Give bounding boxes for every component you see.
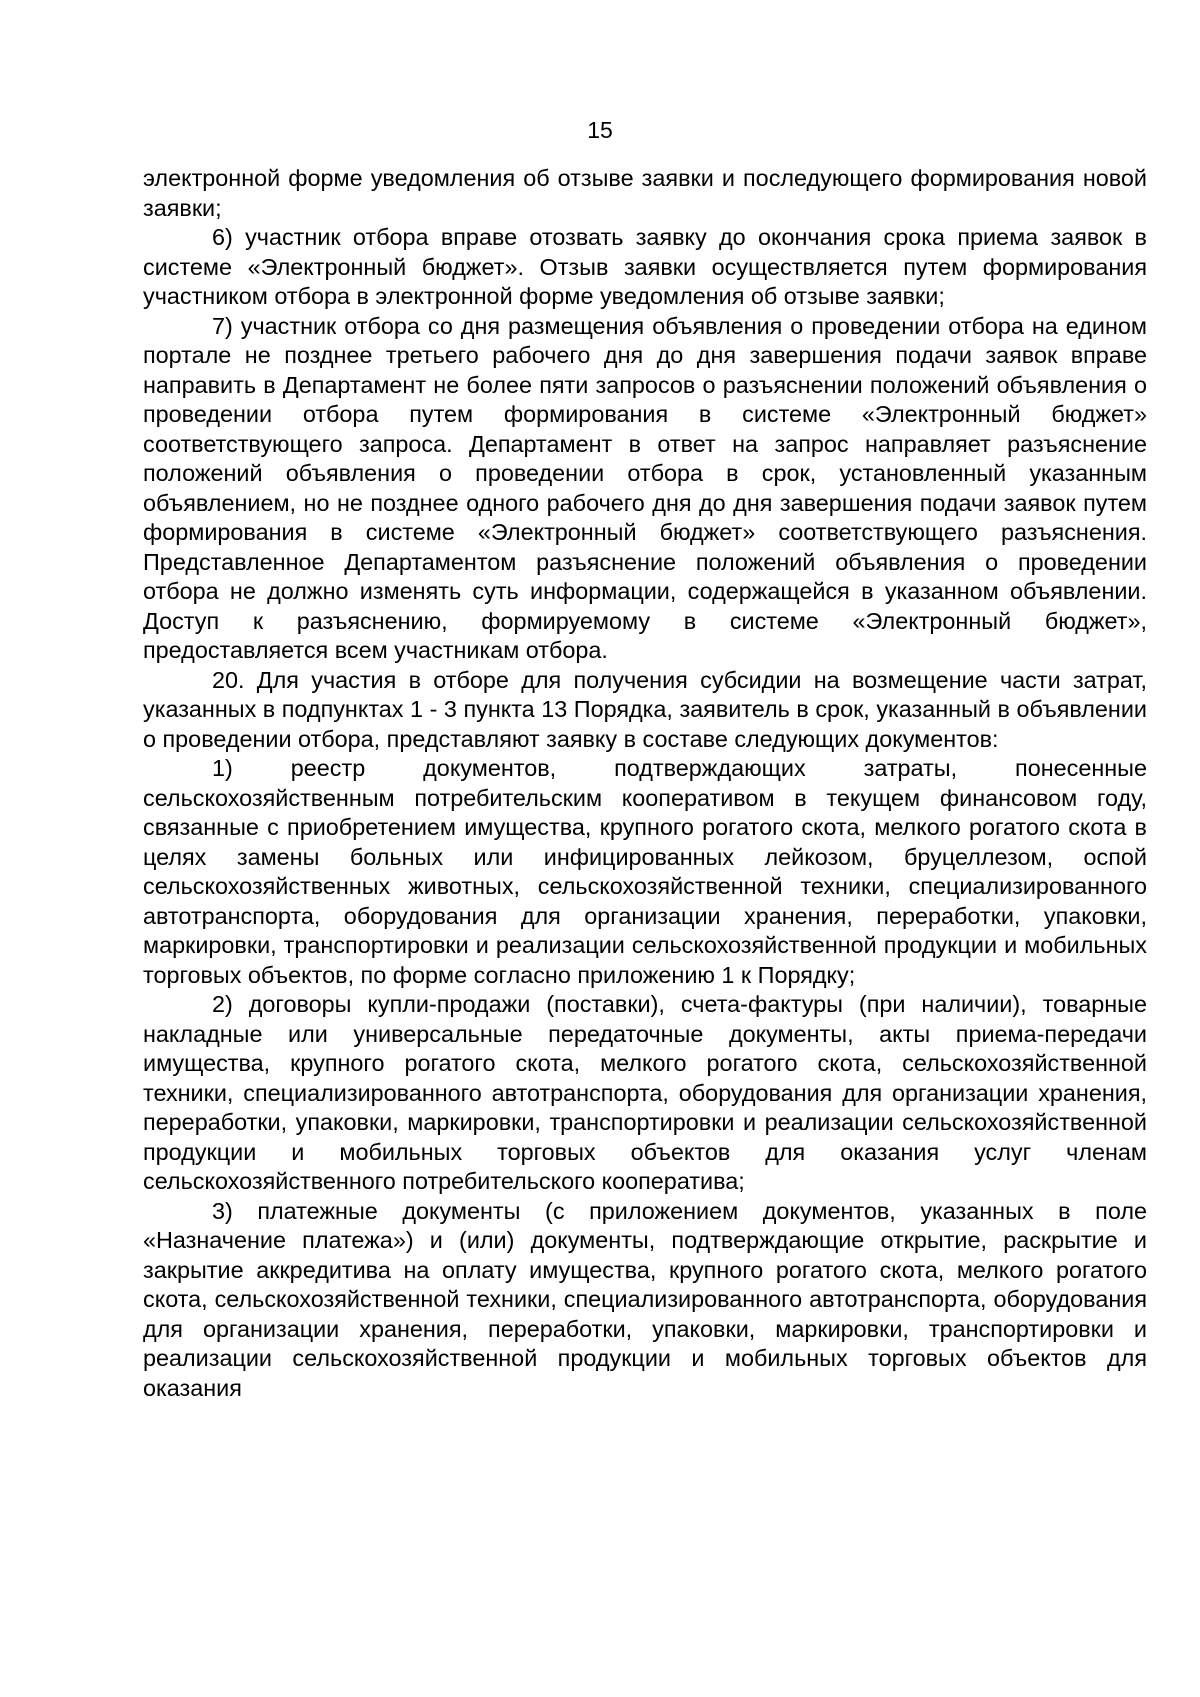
paragraph-item-6: 6) участник отбора вправе отозвать заявку до окончания срока приема заявок в системе «Электронный бюджет». Отзыв заявки осуществляется путем формирования участником отбора в электронной форме уведомления об отзыве заявки; [143, 224, 1147, 309]
document-body [143, 164, 1147, 1403]
paragraph-item-7: 7) участник отбора со дня размещения объявления о проведении отбора на едином портале не позднее третьего рабочего дня до дня завершения подачи заявок вправе направить в Департамент не более пяти запросов о разъяснении положений объявления о проведении отбора путем формирования в системе «Электронный бюджет» соответствующего запроса. Департамент в ответ на запрос направляет разъяснение положений объявления о проведении отбора в срок, установленный указанным объявлением, но не позднее одного рабочего дня до дня завершения подачи заявок путем формирования в системе «Электронный бюджет» соответствующего разъяснения. Представленное Департаментом разъяснение положений объявления о проведении отбора не должно изменять суть информации, содержащейся в указанном объявлении. Доступ к разъяснению, формируемому в системе «Электронный бюджет», предоставляется всем участникам отбора. [143, 312, 1147, 663]
paragraph-continuation: электронной форме уведомления об отзыве заявки и последующего формирования новой заявки; [143, 165, 1147, 221]
paragraph-clause-20: 20. Для участия в отборе для получения субсидии на возмещение части затрат, указанных в подпунктах 1 - 3 пункта 13 Порядка, заявитель в срок, указанный в объявлении о проведении отбора, представляют заявку в составе следующих документов: [143, 666, 1147, 752]
paragraph-subitem-1: 1) реестр документов, подтверждающих затраты, понесенные сельскохозяйственным потребительским кооперативом в текущем финансовом году, связанные с приобретением имущества, крупного рогатого скота, мелкого рогатого скота в целях замены больных или инфицированных лейкозом, бруцеллезом, оспой сельскохозяйственных животных, сельскохозяйственной техники, специализированного автотранспорта, оборудования для организации хранения, переработки, упаковки, маркировки, транспортировки и реализации сельскохозяйственной продукции и мобильных торговых объектов, по форме согласно приложению 1 к Порядку; [143, 755, 1147, 988]
paragraph-subitem-2: 2) договоры купли-продажи (поставки), счета-фактуры (при наличии), товарные накладные или универсальные передаточные документы, акты приема-передачи имущества, крупного рогатого скота, мелкого рогатого скота, сельскохозяйственной техники, специализированного автотранспорта, оборудования для организации хранения, переработки, упаковки, маркировки, транспортировки и реализации сельскохозяйственной продукции и мобильных торговых объектов для оказания услуг членам сельскохозяйственного потребительского кооператива; [143, 991, 1147, 1194]
paragraph-subitem-3: 3) платежные документы (с приложением документов, указанных в поле «Назначение платежа») и (или) документы, подтверждающие открытие, раскрытие и закрытие аккредитива на оплату имущества, крупного рогатого скота, мелкого рогатого скота, сельскохозяйственной техники, специализированного автотранспорта, оборудования для организации хранения, переработки, упаковки, маркировки, транспортировки и реализации сельскохозяйственной продукции и мобильных торговых объектов для оказания [143, 1197, 1147, 1401]
page-number: 15 [587, 117, 613, 143]
